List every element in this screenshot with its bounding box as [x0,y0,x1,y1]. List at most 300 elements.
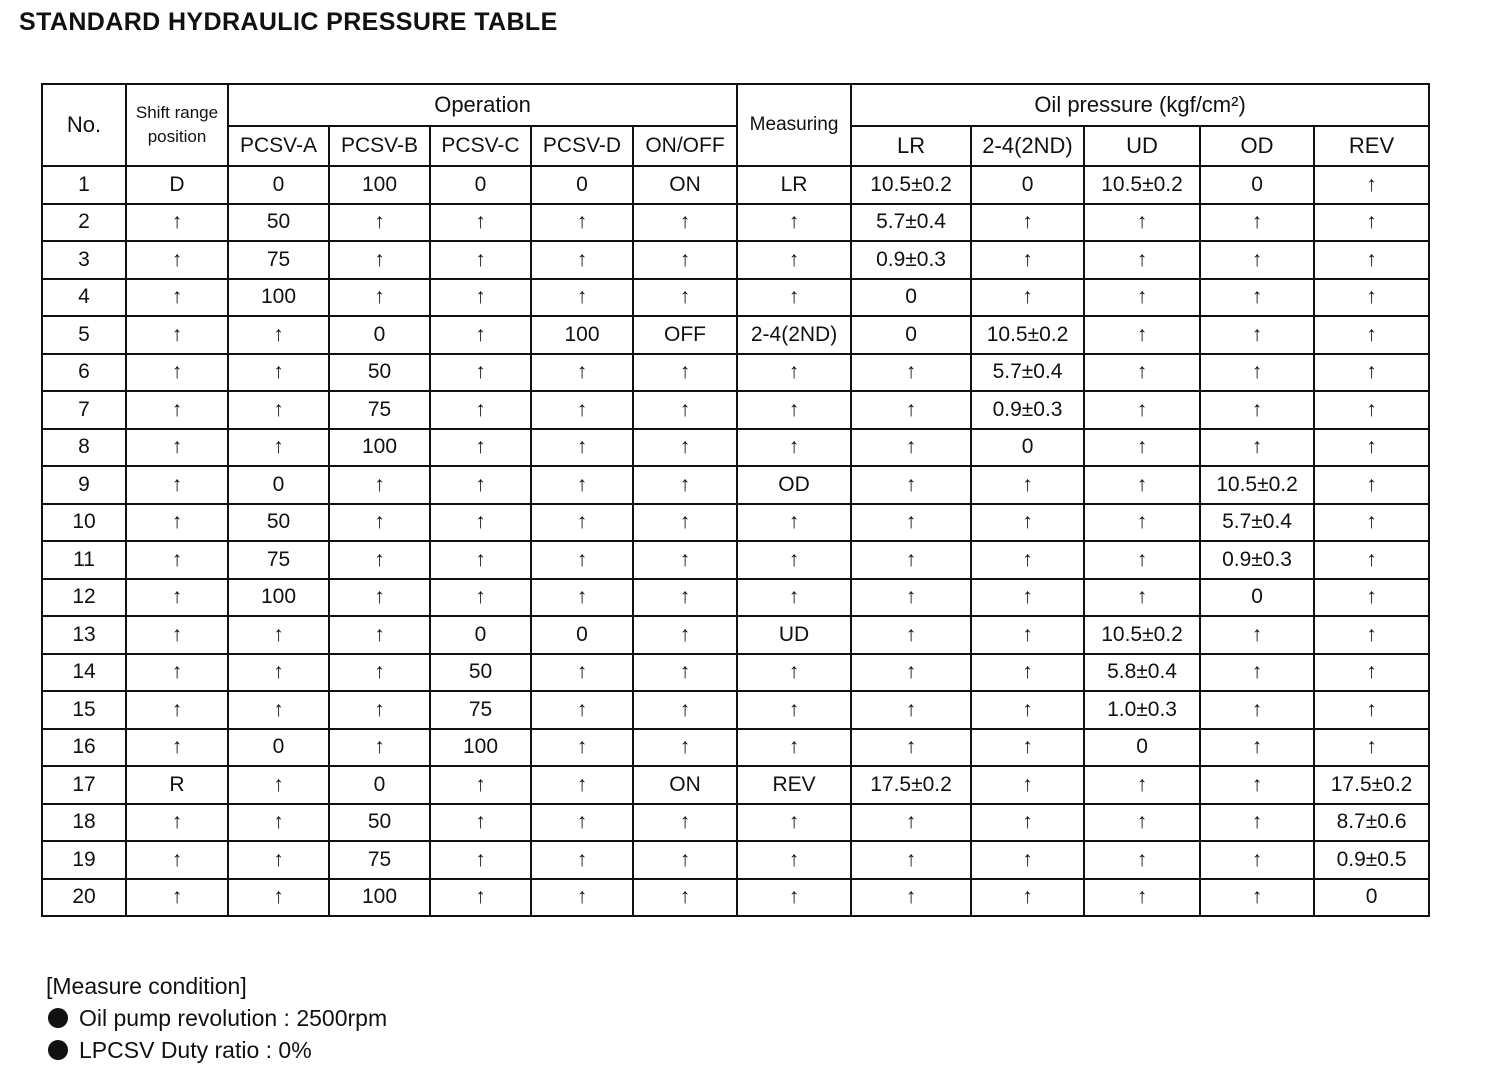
cell-pcsv-d: 100 [531,316,633,354]
cell-ud: ↑ [1084,766,1200,804]
cell-measuring: REV [737,766,851,804]
cell-shift-range: ↑ [126,616,228,654]
cell-ud: 10.5±0.2 [1084,166,1200,204]
cell-on-off: ↑ [633,729,737,767]
cell-pcsv-c: 75 [430,691,531,729]
cell-pcsv-c: ↑ [430,466,531,504]
cell-ud: 5.8±0.4 [1084,654,1200,692]
cell-no: 10 [42,504,126,542]
cell-od: ↑ [1200,804,1314,842]
condition-item [46,1002,387,1034]
header-pcsv-d: PCSV-D [531,126,633,166]
cell-pcsv-c: ↑ [430,804,531,842]
cell-on-off: ↑ [633,654,737,692]
cell-lr: 5.7±0.4 [851,204,971,242]
table-body [42,166,1429,916]
cell-measuring: ↑ [737,354,851,392]
cell-pcsv-a: 100 [228,579,329,617]
cell-rev: ↑ [1314,204,1429,242]
cell-shift-range: ↑ [126,504,228,542]
cell-measuring: ↑ [737,879,851,917]
cell-2-4-2nd: ↑ [971,504,1084,542]
cell-lr: ↑ [851,654,971,692]
cell-pcsv-d: ↑ [531,429,633,467]
cell-pcsv-d: ↑ [531,541,633,579]
cell-shift-range: D [126,166,228,204]
cell-pcsv-d: 0 [531,166,633,204]
cell-on-off: ↑ [633,879,737,917]
cell-pcsv-c: ↑ [430,766,531,804]
cell-od: ↑ [1200,354,1314,392]
table-row [42,616,1429,654]
cell-measuring: ↑ [737,429,851,467]
cell-pcsv-a: ↑ [228,354,329,392]
cell-pcsv-b: 100 [329,166,430,204]
cell-no: 2 [42,204,126,242]
cell-no: 7 [42,391,126,429]
cell-od: ↑ [1200,204,1314,242]
cell-no: 1 [42,166,126,204]
cell-no: 12 [42,579,126,617]
cell-pcsv-a: 0 [228,466,329,504]
bullet-icon [48,1008,68,1028]
cell-pcsv-c: ↑ [430,241,531,279]
cell-ud: ↑ [1084,466,1200,504]
table-row [42,316,1429,354]
cell-pcsv-a: ↑ [228,804,329,842]
table-row [42,429,1429,467]
cell-ud: ↑ [1084,579,1200,617]
cell-od: 0 [1200,579,1314,617]
cell-no: 20 [42,879,126,917]
cell-rev: ↑ [1314,691,1429,729]
cell-no: 18 [42,804,126,842]
cell-pcsv-b: 75 [329,841,430,879]
cell-lr: ↑ [851,541,971,579]
cell-pcsv-b: ↑ [329,654,430,692]
cell-no: 11 [42,541,126,579]
cell-no: 8 [42,429,126,467]
cell-pcsv-d: ↑ [531,241,633,279]
cell-pcsv-d: ↑ [531,804,633,842]
table-row [42,879,1429,917]
cell-lr: ↑ [851,616,971,654]
cell-2-4-2nd: ↑ [971,691,1084,729]
cell-pcsv-d: ↑ [531,766,633,804]
cell-shift-range: ↑ [126,541,228,579]
condition-item [46,1034,387,1066]
cell-measuring: ↑ [737,279,851,317]
cell-2-4-2nd: ↑ [971,804,1084,842]
header-shift-range-position [126,84,228,166]
cell-pcsv-a: ↑ [228,429,329,467]
cell-pcsv-b: ↑ [329,204,430,242]
cell-pcsv-b: 50 [329,354,430,392]
cell-ud: ↑ [1084,316,1200,354]
cell-2-4-2nd: ↑ [971,729,1084,767]
cell-on-off: ↑ [633,841,737,879]
header-lr: LR [851,126,971,166]
cell-no: 15 [42,691,126,729]
cell-pcsv-b: ↑ [329,579,430,617]
cell-rev: 8.7±0.6 [1314,804,1429,842]
cell-no: 9 [42,466,126,504]
condition-text: LPCSV Duty ratio : 0% [79,1037,312,1063]
cell-pcsv-c: 0 [430,616,531,654]
cell-pcsv-b: ↑ [329,504,430,542]
cell-no: 19 [42,841,126,879]
cell-rev: 0.9±0.5 [1314,841,1429,879]
cell-shift-range: ↑ [126,804,228,842]
table-row [42,579,1429,617]
cell-2-4-2nd: 0 [971,429,1084,467]
cell-2-4-2nd: ↑ [971,654,1084,692]
cell-rev: ↑ [1314,279,1429,317]
cell-pcsv-b: ↑ [329,466,430,504]
cell-rev: ↑ [1314,466,1429,504]
cell-pcsv-a: 0 [228,166,329,204]
cell-ud: 1.0±0.3 [1084,691,1200,729]
cell-pcsv-d: 0 [531,616,633,654]
cell-on-off: ↑ [633,279,737,317]
cell-od: 0 [1200,166,1314,204]
cell-pcsv-c: ↑ [430,354,531,392]
cell-lr: 17.5±0.2 [851,766,971,804]
cell-measuring: ↑ [737,804,851,842]
cell-pcsv-c: ↑ [430,316,531,354]
cell-pcsv-c: ↑ [430,279,531,317]
cell-od: ↑ [1200,279,1314,317]
table-row [42,204,1429,242]
cell-measuring: ↑ [737,504,851,542]
cell-od: ↑ [1200,691,1314,729]
cell-pcsv-b: ↑ [329,541,430,579]
cell-pcsv-d: ↑ [531,204,633,242]
cell-2-4-2nd: ↑ [971,841,1084,879]
cell-pcsv-d: ↑ [531,504,633,542]
cell-ud: ↑ [1084,279,1200,317]
cell-on-off: ↑ [633,616,737,654]
cell-2-4-2nd: 0.9±0.3 [971,391,1084,429]
cell-pcsv-d: ↑ [531,279,633,317]
cell-on-off: ↑ [633,804,737,842]
cell-no: 5 [42,316,126,354]
cell-pcsv-b: ↑ [329,279,430,317]
header-shift-range-line2: position [147,127,207,146]
cell-on-off: ↑ [633,429,737,467]
header-measuring: Measuring [737,84,851,166]
bullet-icon [48,1040,68,1060]
cell-pcsv-a: ↑ [228,879,329,917]
cell-measuring: 2-4(2ND) [737,316,851,354]
header-ud: UD [1084,126,1200,166]
measure-conditions [46,970,387,1066]
cell-pcsv-d: ↑ [531,729,633,767]
cell-measuring: ↑ [737,691,851,729]
table-row [42,729,1429,767]
cell-2-4-2nd: ↑ [971,241,1084,279]
cell-no: 3 [42,241,126,279]
header-operation: Operation [228,84,737,126]
cell-pcsv-a: ↑ [228,766,329,804]
cell-pcsv-d: ↑ [531,391,633,429]
cell-measuring: ↑ [737,579,851,617]
cell-2-4-2nd: ↑ [971,579,1084,617]
cell-pcsv-b: ↑ [329,729,430,767]
cell-shift-range: ↑ [126,841,228,879]
cell-lr: ↑ [851,391,971,429]
cell-lr: ↑ [851,466,971,504]
table-row [42,691,1429,729]
cell-od: ↑ [1200,429,1314,467]
cell-2-4-2nd: ↑ [971,541,1084,579]
cell-on-off: OFF [633,316,737,354]
cell-ud: ↑ [1084,391,1200,429]
cell-no: 17 [42,766,126,804]
cell-ud: 0 [1084,729,1200,767]
cell-pcsv-a: 75 [228,541,329,579]
cell-shift-range: ↑ [126,729,228,767]
cell-rev: ↑ [1314,579,1429,617]
cell-pcsv-c: 0 [430,166,531,204]
cell-shift-range: ↑ [126,654,228,692]
cell-on-off: ↑ [633,241,737,279]
cell-lr: ↑ [851,729,971,767]
cell-on-off: ↑ [633,204,737,242]
cell-pcsv-b: 50 [329,804,430,842]
table-row [42,279,1429,317]
cell-pcsv-a: ↑ [228,691,329,729]
cell-pcsv-d: ↑ [531,691,633,729]
cell-rev: ↑ [1314,354,1429,392]
cell-pcsv-a: 75 [228,241,329,279]
cell-ud: ↑ [1084,504,1200,542]
cell-od: ↑ [1200,616,1314,654]
cell-pcsv-d: ↑ [531,879,633,917]
cell-measuring: ↑ [737,541,851,579]
cell-on-off: ↑ [633,541,737,579]
cell-shift-range: ↑ [126,879,228,917]
cell-on-off: ↑ [633,691,737,729]
cell-ud: ↑ [1084,241,1200,279]
cell-pcsv-c: ↑ [430,541,531,579]
cell-pcsv-b: 100 [329,429,430,467]
cell-pcsv-c: ↑ [430,429,531,467]
cell-pcsv-c: 50 [430,654,531,692]
table-row [42,841,1429,879]
cell-lr: 0.9±0.3 [851,241,971,279]
cell-2-4-2nd: 10.5±0.2 [971,316,1084,354]
cell-pcsv-d: ↑ [531,579,633,617]
cell-measuring: ↑ [737,241,851,279]
cell-od: ↑ [1200,654,1314,692]
cell-pcsv-b: ↑ [329,616,430,654]
cell-rev: ↑ [1314,729,1429,767]
cell-lr: ↑ [851,504,971,542]
cell-lr: ↑ [851,429,971,467]
cell-ud: ↑ [1084,879,1200,917]
cell-ud: ↑ [1084,204,1200,242]
cell-pcsv-d: ↑ [531,466,633,504]
cell-pcsv-c: ↑ [430,391,531,429]
table-row [42,241,1429,279]
header-pcsv-a: PCSV-A [228,126,329,166]
cell-2-4-2nd: 0 [971,166,1084,204]
cell-pcsv-d: ↑ [531,841,633,879]
cell-od: 0.9±0.3 [1200,541,1314,579]
cell-ud: ↑ [1084,541,1200,579]
cell-od: ↑ [1200,841,1314,879]
cell-pcsv-d: ↑ [531,654,633,692]
cell-rev: ↑ [1314,504,1429,542]
cell-rev: ↑ [1314,391,1429,429]
cell-pcsv-c: 100 [430,729,531,767]
page-title: STANDARD HYDRAULIC PRESSURE TABLE [19,8,558,36]
cell-lr: ↑ [851,579,971,617]
cell-pcsv-a: 50 [228,504,329,542]
cell-pcsv-c: ↑ [430,579,531,617]
cell-shift-range: ↑ [126,391,228,429]
cell-pcsv-a: 0 [228,729,329,767]
cell-pcsv-a: ↑ [228,654,329,692]
cell-lr: ↑ [851,879,971,917]
cell-pcsv-b: ↑ [329,691,430,729]
cell-pcsv-a: ↑ [228,616,329,654]
cell-od: 5.7±0.4 [1200,504,1314,542]
cell-shift-range: ↑ [126,691,228,729]
cell-ud: 10.5±0.2 [1084,616,1200,654]
cell-on-off: ↑ [633,579,737,617]
cell-pcsv-b: 0 [329,316,430,354]
cell-pcsv-c: ↑ [430,841,531,879]
cell-shift-range: ↑ [126,466,228,504]
cell-lr: 0 [851,316,971,354]
header-oil-pressure: Oil pressure (kgf/cm²) [851,84,1429,126]
cell-lr: 0 [851,279,971,317]
table-row [42,504,1429,542]
cell-shift-range: R [126,766,228,804]
cell-shift-range: ↑ [126,241,228,279]
cell-no: 4 [42,279,126,317]
cell-od: ↑ [1200,879,1314,917]
header-od: OD [1200,126,1314,166]
cell-od: ↑ [1200,241,1314,279]
cell-on-off: ON [633,166,737,204]
cell-shift-range: ↑ [126,354,228,392]
cell-rev: ↑ [1314,316,1429,354]
header-pcsv-b: PCSV-B [329,126,430,166]
cell-on-off: ↑ [633,391,737,429]
cell-no: 16 [42,729,126,767]
cell-lr: ↑ [851,841,971,879]
cell-no: 6 [42,354,126,392]
cell-od: ↑ [1200,391,1314,429]
cell-measuring: LR [737,166,851,204]
hydraulic-pressure-table [41,83,1430,917]
table-row [42,354,1429,392]
cell-lr: ↑ [851,691,971,729]
cell-no: 14 [42,654,126,692]
header-on-off: ON/OFF [633,126,737,166]
table-row [42,804,1429,842]
cell-od: ↑ [1200,766,1314,804]
cell-ud: ↑ [1084,354,1200,392]
header-2-4-2nd: 2-4(2ND) [971,126,1084,166]
cell-no: 13 [42,616,126,654]
cell-rev: 0 [1314,879,1429,917]
header-shift-range-line1: Shift range [135,103,219,122]
table-row [42,391,1429,429]
table-row [42,654,1429,692]
cell-pcsv-c: ↑ [430,879,531,917]
cell-od: 10.5±0.2 [1200,466,1314,504]
cell-pcsv-c: ↑ [430,504,531,542]
cell-2-4-2nd: ↑ [971,466,1084,504]
cell-lr: ↑ [851,354,971,392]
cell-pcsv-b: 75 [329,391,430,429]
cell-pcsv-b: ↑ [329,241,430,279]
cell-ud: ↑ [1084,429,1200,467]
cell-rev: 17.5±0.2 [1314,766,1429,804]
cell-pcsv-a: 50 [228,204,329,242]
cell-shift-range: ↑ [126,316,228,354]
cell-2-4-2nd: ↑ [971,766,1084,804]
cell-pcsv-a: ↑ [228,391,329,429]
cell-ud: ↑ [1084,841,1200,879]
cell-on-off: ↑ [633,354,737,392]
cell-pcsv-a: ↑ [228,841,329,879]
cell-pcsv-d: ↑ [531,354,633,392]
cell-on-off: ↑ [633,504,737,542]
cell-lr: 10.5±0.2 [851,166,971,204]
cell-2-4-2nd: ↑ [971,279,1084,317]
cell-measuring: ↑ [737,204,851,242]
cell-rev: ↑ [1314,166,1429,204]
cell-rev: ↑ [1314,654,1429,692]
cell-pcsv-c: ↑ [430,204,531,242]
cell-on-off: ↑ [633,466,737,504]
cell-pcsv-b: 0 [329,766,430,804]
header-rev: REV [1314,126,1429,166]
table-row [42,166,1429,204]
cell-measuring: ↑ [737,391,851,429]
cell-rev: ↑ [1314,541,1429,579]
cell-measuring: ↑ [737,729,851,767]
cell-pcsv-a: 100 [228,279,329,317]
header-pcsv-c: PCSV-C [430,126,531,166]
cell-rev: ↑ [1314,429,1429,467]
condition-text: Oil pump revolution : 2500rpm [79,1005,388,1031]
cell-pcsv-b: 100 [329,879,430,917]
cell-rev: ↑ [1314,616,1429,654]
cell-shift-range: ↑ [126,579,228,617]
cell-measuring: ↑ [737,654,851,692]
cell-shift-range: ↑ [126,429,228,467]
cell-2-4-2nd: ↑ [971,616,1084,654]
cell-2-4-2nd: ↑ [971,204,1084,242]
table-row [42,466,1429,504]
cell-od: ↑ [1200,729,1314,767]
cell-rev: ↑ [1314,241,1429,279]
cell-od: ↑ [1200,316,1314,354]
cell-measuring: ↑ [737,841,851,879]
cell-measuring: OD [737,466,851,504]
cell-shift-range: ↑ [126,279,228,317]
cell-on-off: ON [633,766,737,804]
cell-2-4-2nd: 5.7±0.4 [971,354,1084,392]
cell-shift-range: ↑ [126,204,228,242]
cell-pcsv-a: ↑ [228,316,329,354]
